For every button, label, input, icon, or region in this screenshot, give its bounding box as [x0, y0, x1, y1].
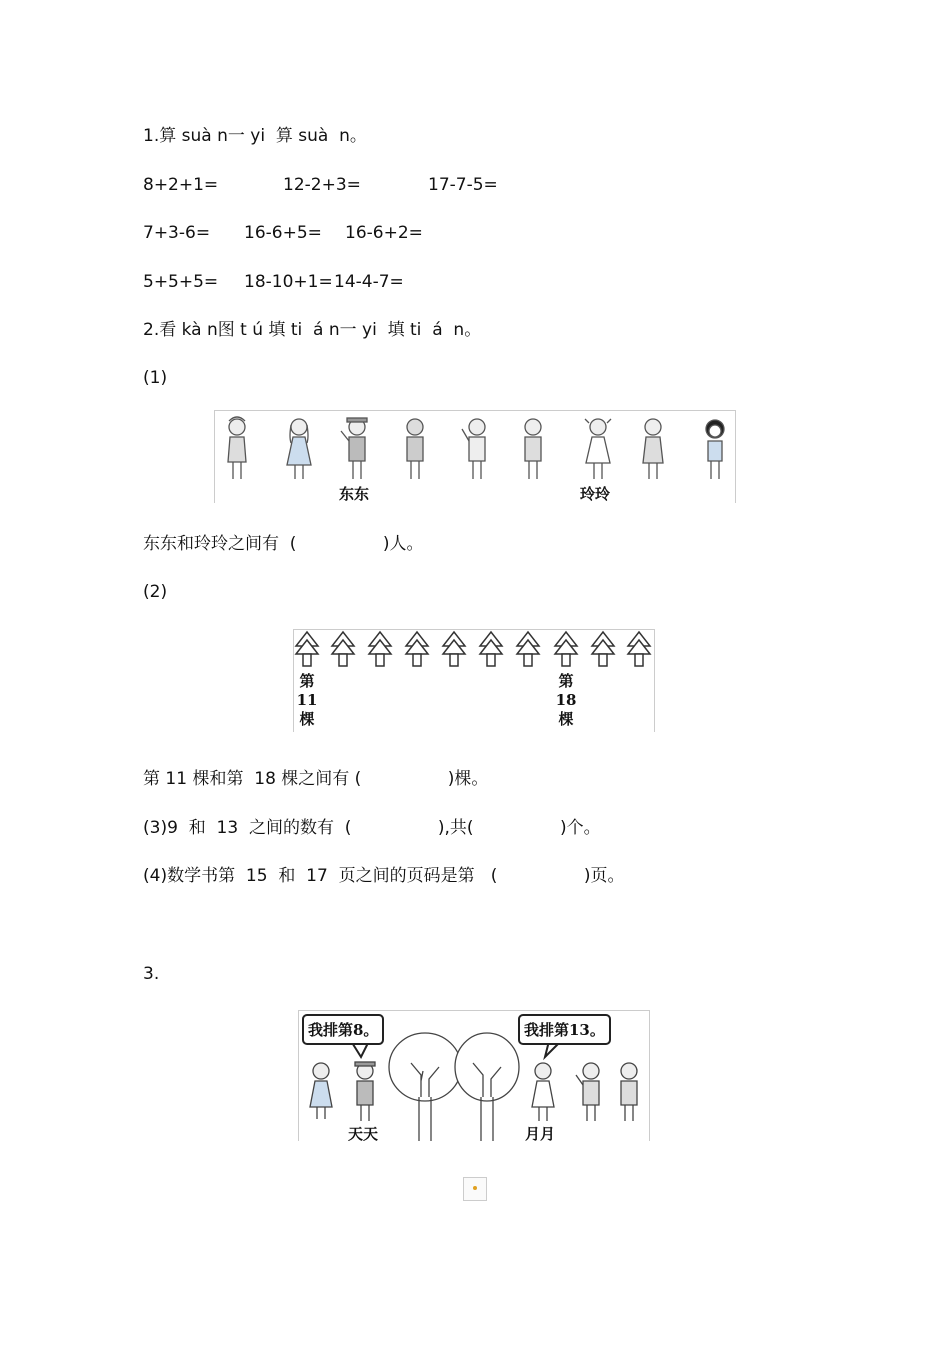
image-placeholder-icon: [463, 1177, 487, 1201]
label-lingling: 玲玲: [580, 485, 611, 503]
q2-part1-label: (1): [143, 368, 168, 388]
equation: 12-2+3=: [283, 175, 361, 195]
trees-illustration: [294, 630, 654, 672]
q2-part2-text: 第 11 棵和第 18 棵之间有 ( )棵。: [143, 769, 489, 789]
tree-label-number: 11: [296, 691, 318, 709]
q1-title: 1.算 suà n一 yi 算 suà n。: [143, 126, 367, 146]
q2-part3-text: (3)9 和 13 之间的数有 ( ),共( )个。: [143, 818, 601, 838]
tree-label-18: [555, 672, 577, 729]
trees-row-figure: [293, 629, 655, 732]
tree-label-char: 棵: [299, 710, 315, 728]
equation: 5+5+5=: [143, 272, 219, 292]
children-row-figure: [214, 410, 736, 503]
tree-label-number: 18: [555, 691, 577, 709]
equation: 8+2+1=: [143, 175, 219, 195]
speech-bubble-tiantian: 我排第8。: [302, 1014, 384, 1045]
label-yueyue: 月月: [525, 1125, 556, 1143]
tree-label-char: 第: [558, 672, 574, 690]
q3-label: 3.: [143, 964, 160, 984]
q2-part4-text: (4)数学书第 15 和 17 页之间的页码是第 ( )页。: [143, 866, 625, 886]
equation: 16-6+5=: [244, 223, 322, 243]
tree-label-char: 第: [299, 672, 315, 690]
equation: 17-7-5=: [428, 175, 498, 195]
equation: 18-10+1=: [244, 272, 333, 292]
equation: 16-6+2=: [345, 223, 423, 243]
speech-bubble-yueyue: 我排第13。: [518, 1014, 611, 1045]
q2-part2-label: (2): [143, 582, 168, 602]
equation: 14-4-7=: [334, 272, 404, 292]
tree-label-char: 棵: [558, 710, 574, 728]
children-illustration: [215, 411, 735, 503]
q2-title: 2.看 kà n图 t ú 填 ti á n一 yi 填 ti á n。: [143, 320, 482, 340]
equation: 7+3-6=: [143, 223, 211, 243]
label-dongdong: 东东: [339, 485, 370, 503]
queue-figure: [298, 1010, 650, 1141]
tree-label-11: [296, 672, 318, 729]
q2-part1-text: 东东和玲玲之间有 ( )人。: [143, 534, 424, 554]
label-tiantian: 天天: [348, 1125, 379, 1143]
